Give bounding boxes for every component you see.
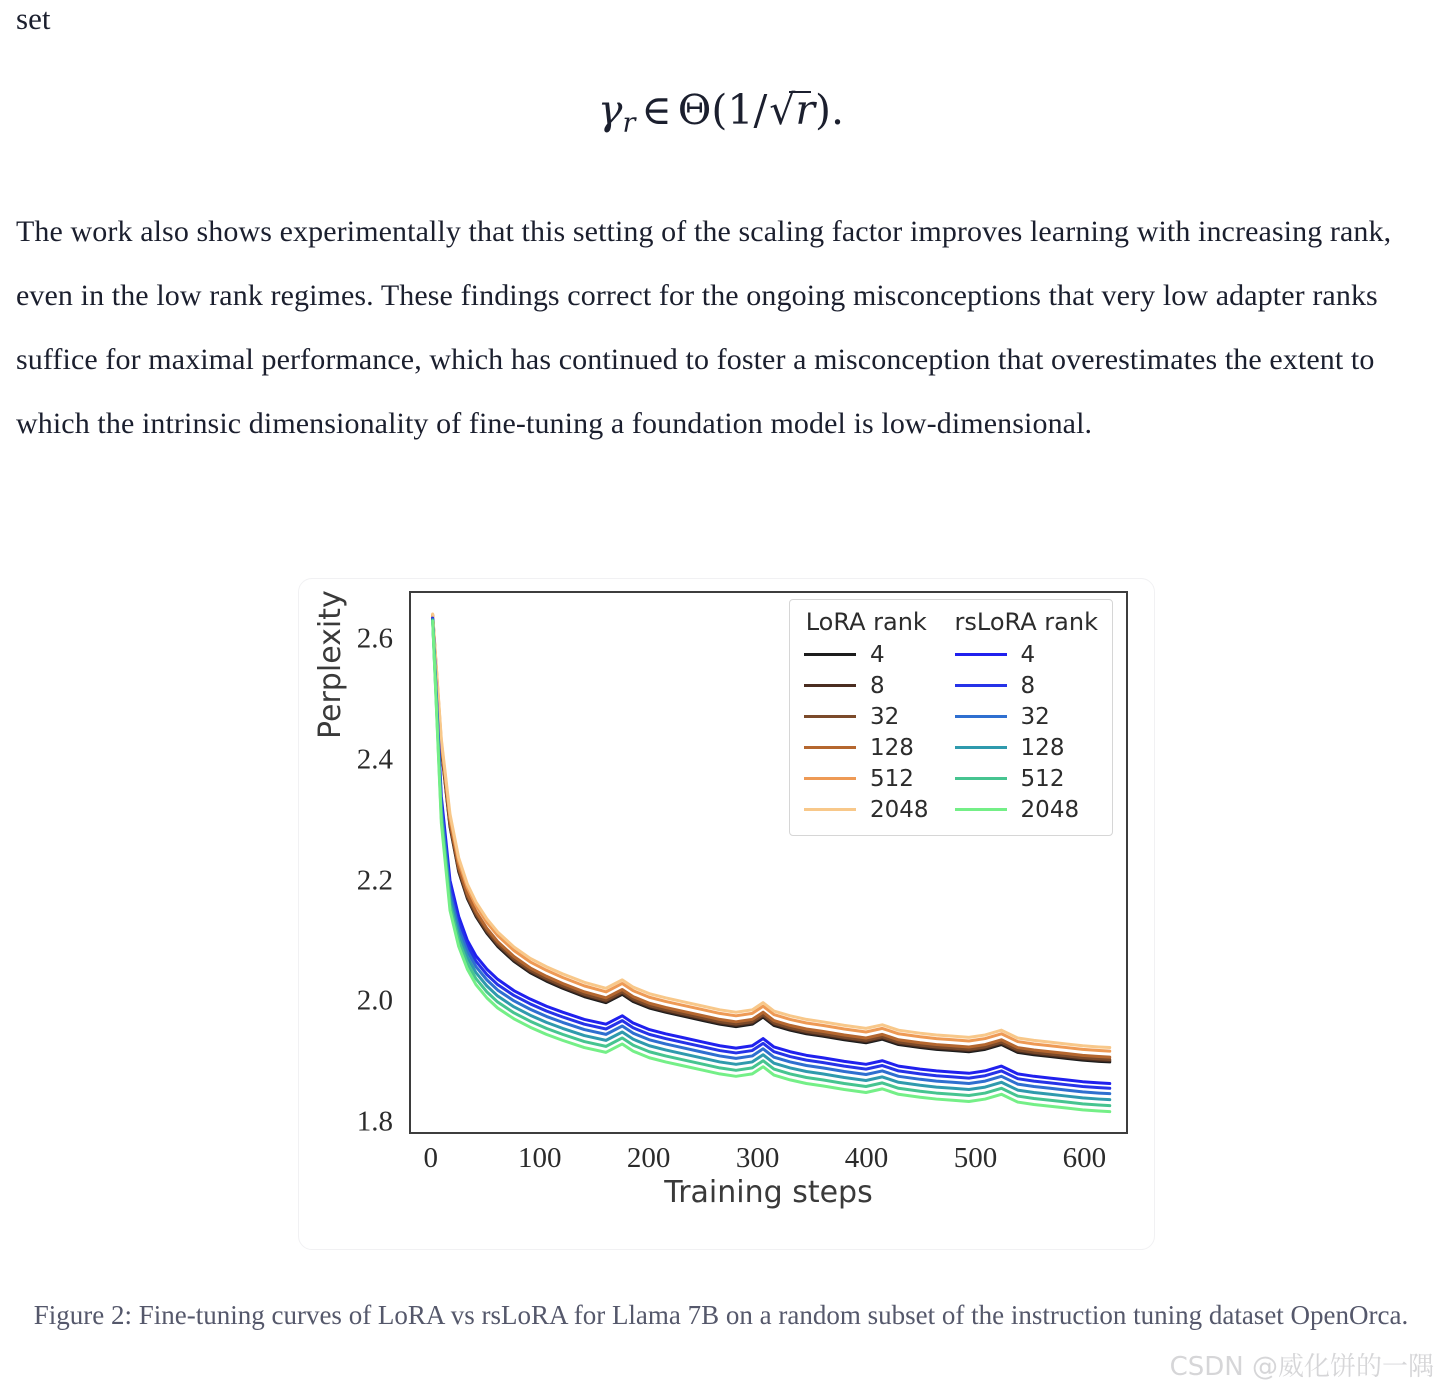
legend-item (955, 732, 1098, 763)
legend-line-swatch (955, 715, 1007, 718)
formula-radicand: r (795, 86, 816, 134)
formula-period: . (831, 86, 845, 134)
legend-item (955, 639, 1098, 670)
figure-card (298, 578, 1155, 1250)
legend-item (804, 763, 929, 794)
legend-item-label: 128 (1020, 734, 1065, 761)
formula-element-of-symbol: ∈ (641, 86, 672, 134)
legend-item-label: 4 (1020, 641, 1036, 668)
legend-item-label: 8 (1020, 672, 1036, 699)
legend-item (804, 670, 929, 701)
y-axis-tick-label: 1.8 (356, 1105, 393, 1138)
legend-item (955, 701, 1098, 732)
x-axis-tick-label: 500 (953, 1142, 998, 1174)
y-axis-label: Perplexity (313, 590, 348, 739)
legend-line-swatch (804, 653, 856, 656)
legend-item-label: 2048 (870, 796, 929, 823)
legend-line-swatch (955, 746, 1007, 749)
formula-gamma: γ (597, 86, 623, 134)
legend-group-title: LoRA rank (805, 608, 927, 636)
legend-item (804, 794, 929, 825)
x-axis-tick-label: 600 (1062, 1142, 1107, 1174)
x-axis-tick-label: 0 (423, 1142, 439, 1174)
legend-line-swatch (955, 653, 1007, 656)
legend-group-title: rsLoRA rank (954, 608, 1098, 636)
sqrt-icon: √ (769, 86, 796, 134)
legend-group-rslora (955, 608, 1098, 825)
formula-theta: Θ (677, 86, 712, 134)
x-axis-tick-label: 400 (844, 1142, 889, 1174)
legend-line-swatch (804, 746, 856, 749)
x-axis-tick-label: 200 (626, 1142, 671, 1174)
sqrt-vinculum (789, 91, 811, 93)
legend-item (804, 639, 929, 670)
legend-item (955, 670, 1098, 701)
csdn-watermark: CSDN @威化饼的一隅 (1169, 1352, 1434, 1382)
legend-item-label: 32 (1020, 703, 1050, 730)
formula-gamma-subscript: r (622, 107, 636, 139)
chart-legend (789, 599, 1113, 836)
legend-line-swatch (804, 715, 856, 718)
legend-group-lora (804, 608, 929, 825)
legend-item-label: 2048 (1020, 796, 1080, 823)
legend-item-label: 4 (870, 641, 885, 668)
legend-item (804, 732, 929, 763)
legend-line-swatch (804, 808, 856, 811)
legend-item-label: 512 (870, 765, 914, 792)
legend-line-swatch (804, 684, 856, 687)
x-axis-tick-label: 100 (517, 1142, 562, 1174)
y-axis-tick-label: 2.6 (356, 622, 393, 655)
legend-item (804, 701, 929, 732)
y-axis-tick-label: 2.4 (356, 743, 393, 776)
legend-item (955, 794, 1098, 825)
formula-sqrt-group (767, 86, 815, 134)
figure-caption: Figure 2: Fine-tuning curves of LoRA vs rsLoRA for Llama 7B on a random subset of the instruction tuning dataset OpenOrca. (33, 1300, 1409, 1330)
legend-item (955, 763, 1098, 794)
legend-item-label: 512 (1020, 765, 1065, 792)
x-axis-label: Training steps (664, 1175, 873, 1210)
formula-open-paren: ( (711, 86, 728, 134)
body-paragraph: The work also shows experimentally that this setting of the scaling factor improves learning with increasing rank, even in the low rank regimes. These findings correct for the ongoing misconceptions that very low adapter ranks suffice for maximal performance, which has continued to foster a misconception that overestimates the extent to which the intrinsic dimensionality of fine-tuning a foundation model is low-dimensional. (16, 215, 1392, 440)
display-formula (0, 86, 1442, 139)
legend-line-swatch (804, 777, 856, 780)
y-axis-tick-label: 2.2 (356, 864, 393, 897)
page-top-text-fragment: set (16, 1, 51, 36)
formula-one: 1 (727, 86, 754, 134)
y-axis-tick-label: 2.0 (356, 984, 393, 1017)
legend-item-label: 32 (870, 703, 900, 730)
legend-item-label: 128 (870, 734, 914, 761)
x-axis-tick-label: 300 (735, 1142, 780, 1174)
legend-line-swatch (955, 777, 1007, 780)
legend-line-swatch (955, 808, 1007, 811)
legend-line-swatch (955, 684, 1007, 687)
formula-slash: / (753, 86, 768, 134)
formula-close-paren: ) (815, 86, 832, 134)
legend-item-label: 8 (870, 672, 885, 699)
